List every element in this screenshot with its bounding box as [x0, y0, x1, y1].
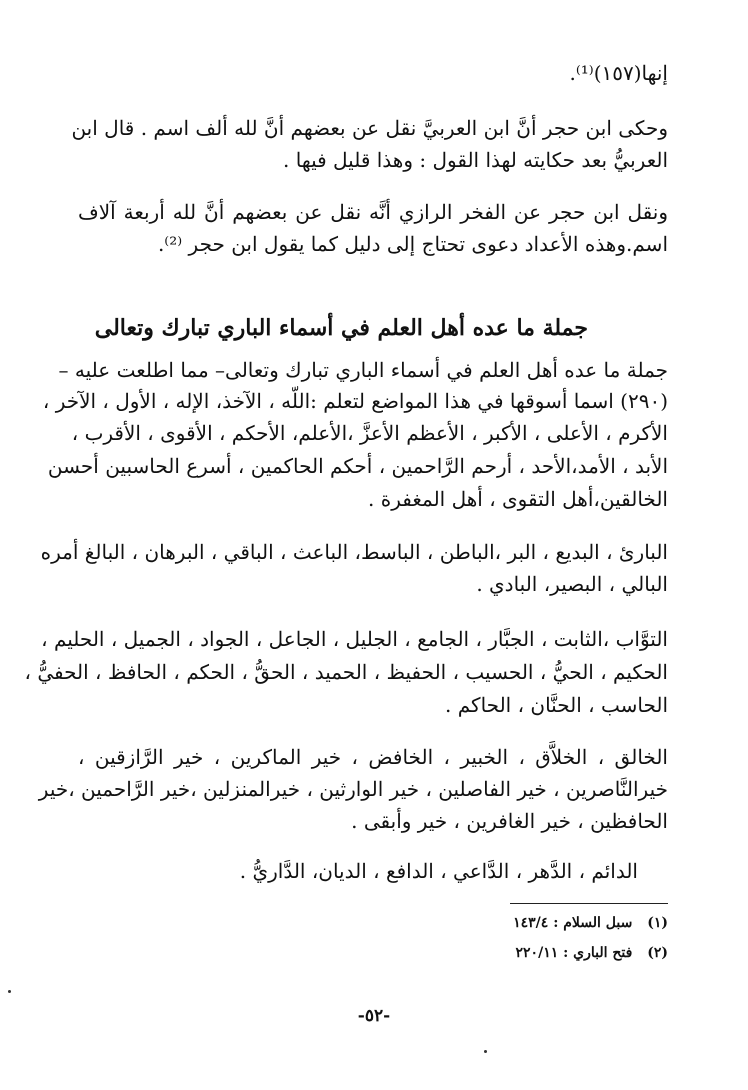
paragraph-3-line-3: الحاسب ، الحنَّان ، الحاكم .	[445, 693, 668, 717]
paragraph-1-line-3: الأكرم ، الأعلى ، الأكبر ، الأعظم الأعزَّ ،الأعلم، الأحكم ، الأقوى ، الأقرب ،	[71, 421, 668, 445]
paragraph-1-line-4: الأبد ، الأمد،الأحد ، أرحم الرَّاحمين ، أحكم الحاكمين ، أسرع الحاسبين أحسن	[47, 454, 668, 478]
paragraph-1-line-1: جملة ما عده أهل العلم في أسماء الباري تبارك وتعالى– مما اطلعت عليه –	[58, 358, 668, 382]
footnote-1-text: سبل السلام : ١٤٣/٤	[513, 915, 633, 931]
paragraph-1-line-2: (٢٩٠) اسما أسوقها في هذا المواضع لتعلم :اللّه ، الآخذ، الإله ، الأول ، الآخر ،	[42, 389, 668, 413]
intro-line-1: إنها(١٥٧)⁽¹⁾.	[569, 61, 668, 85]
footnote-2-text: فتح الباري : ٢٢٠/١١	[515, 945, 633, 961]
section-heading: جملة ما عده أهل العلم في أسماء الباري تبارك وتعالى	[94, 315, 588, 341]
intro-line-4: ونقل ابن حجر عن الفخر الرازي أنَّه نقل عن بعضهم أنَّ لله أربعة آلاف	[78, 200, 668, 224]
paragraph-4-line-1: الخالق ، الخلاَّق ، الخبير ، الخافض ، خير الماكرين ، خير الرَّازقين ،	[78, 745, 668, 769]
paragraph-3-line-2: الحكيم ، الحيُّ ، الحسيب ، الحفيظ ، الحميد ، الحقُّ ، الحكم ، الحافظ ، الحفيُّ ،	[24, 660, 668, 684]
intro-line-2: وحكى ابن حجر أنَّ ابن العربيَّ نقل عن بعضهم أنَّ لله ألف اسم . قال ابن	[71, 116, 668, 140]
intro-line-3: العربيُّ بعد حكايته لهذا القول : وهذا قليل فيها .	[283, 148, 668, 172]
paragraph-4-line-3: الحافظين ، خير الغافرين ، خير وأبقى .	[351, 809, 668, 833]
footnote-2	[428, 942, 668, 964]
paragraph-5-line-1: الدائم ، الدَّهر ، الدَّاعي ، الدافع ، الديان، الدَّاريُّ .	[239, 859, 638, 883]
paragraph-1-line-5: الخالقين،أهل التقوى ، أهل المغفرة .	[368, 487, 668, 511]
footnote-1-number: (١)	[647, 915, 668, 931]
paragraph-4-line-2: خيرالنَّاصرين ، خير الفاصلين ، خير الوارثين ، خيرالمنزلين ،خير الرَّاحمين ،خير	[38, 777, 668, 801]
footnote-divider	[510, 903, 668, 904]
intro-line-5: اسم.وهذه الأعداد دعوى تحتاج إلى دليل كما يقول ابن حجر ⁽²⁾.	[157, 232, 668, 256]
footnote-2-number: (٢)	[647, 945, 668, 961]
page-number: -٥٢-	[357, 1006, 391, 1026]
paragraph-2-line-2: البالي ، البصير، البادي .	[476, 572, 668, 596]
paragraph-3-line-1: التوَّاب ،الثابت ، الجبَّار ، الجامع ، الجليل ، الجاعل ، الجواد ، الجميل ، الحليم ،	[41, 627, 668, 651]
scan-speck	[484, 1050, 487, 1053]
scan-speck	[8, 990, 11, 993]
footnote-1	[428, 912, 668, 934]
paragraph-2-line-1: البارئ ، البديع ، البر ،الباطن ، الباسط، الباعث ، الباقي ، البرهان ، البالغ أمره	[40, 540, 668, 564]
